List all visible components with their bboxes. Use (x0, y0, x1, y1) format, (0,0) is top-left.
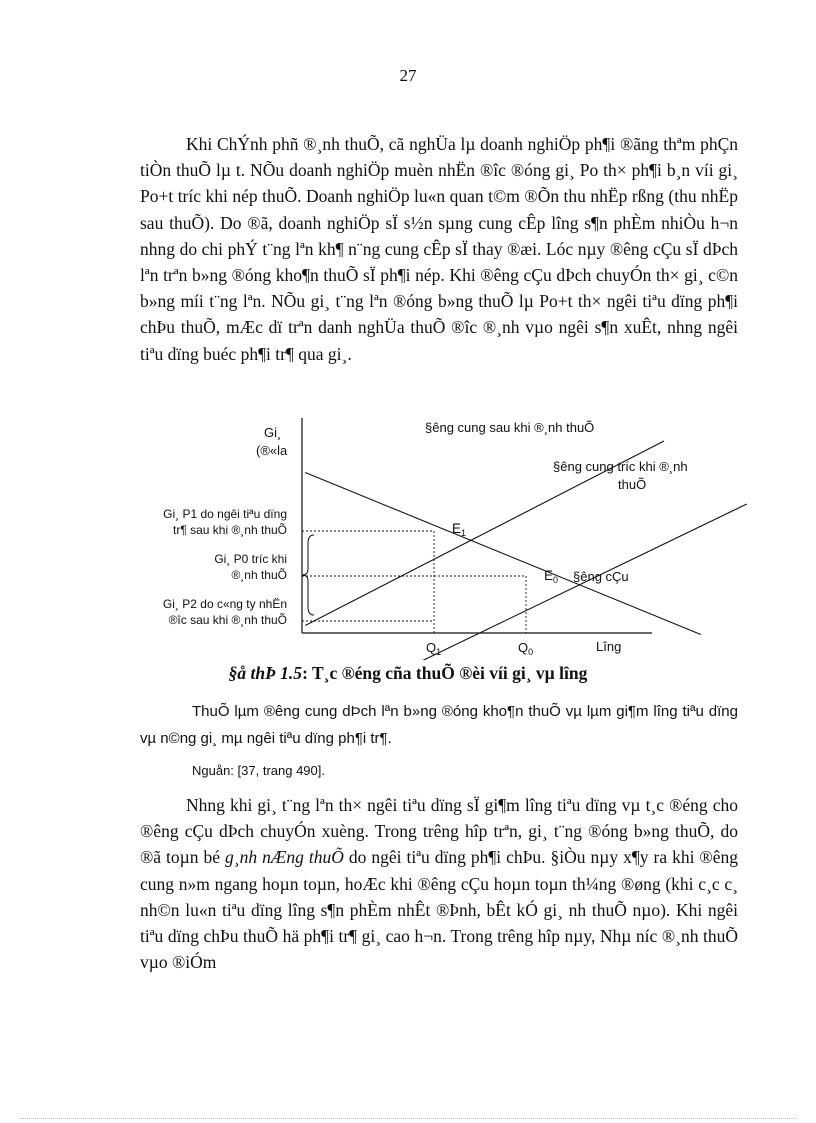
supply-before-tax-line (388, 504, 747, 660)
equilibrium-e0-label-sub: 0 (553, 575, 559, 585)
page-bottom-rule (20, 1118, 796, 1119)
caption-text: : T¸c ®éng cña thuÕ ®èi víi gi¸ vµ lîng (302, 663, 588, 683)
series-label-supply-after-tax: §êng cung sau khi ®¸nh thuÕ (425, 420, 595, 435)
paragraph-3 (140, 792, 738, 975)
equilibrium-e0-label: $E_0$ (544, 568, 559, 585)
x-axis-label: Lîng (596, 639, 622, 654)
x-tick-2: $Q_0$ (518, 640, 534, 657)
paragraph-3-emphasis: g¸nh nÆng thuÕ (225, 847, 344, 868)
equilibrium-e1-label: $E_1$ (452, 521, 467, 538)
y-tick-p2-line1: Gi¸ P2 do c«ng ty nhËn (162, 597, 287, 611)
y-axis-label-unit: (®«la (256, 443, 288, 458)
paragraph-3-part-a: Nhng khi gi¸ t¨ng lªn th× ngêi tiªu dïng sÏ gi¶m lîng tiªu dïng vµ t¸c ®éng cho ®êng cÇu dÞch chuyÓn xuèng. Trong trêng hîp trªn, gi¸ t¨ng ®óng b»ng thuÕ, do ®ã toµn bé (140, 795, 738, 868)
x-tick-1-sub: 1 (436, 647, 442, 657)
equilibrium-e1-label-sub: 1 (461, 528, 467, 538)
y-tick-p0-line1: Gi¸ P0 tríc khi (214, 552, 287, 566)
caption-label: §å thÞ 1.5 (228, 663, 303, 683)
y-axis-label: Gi¸ (264, 425, 282, 440)
y-tick-p1-line1: Gi¸ P1 do ngêi tiªu dïng (163, 507, 287, 521)
x-tick-1: $Q_1$ (426, 640, 442, 657)
source-citation: Nguån: [37, trang 490]. (192, 763, 325, 778)
series-label-demand: §êng cÇu (573, 569, 629, 584)
paragraph-3-part-b: do ngêi tiªu dïng ph¶i chÞu. §iÒu nµy x¶y ra khi ®êng cung n»m ngang hoµn toµn, hoÆc khi ®êng cÇu hoµn toµn th¼ng ®øng (khi c¸c c¸ nh©n lu«n tiªu dïng lîng s¶n phÈm nhÊt ®Þnh, bÊt kÓ gi¸ nh thuÕ nµo). Khi ngêi tiªu dïng chÞu thuÕ hä ph¶i tr¶ gi¸ cao h¬n. Trong trêng hîp nµy, Nhµ níc ®¸nh thuÕ vµo ®iÓm (140, 847, 738, 973)
figure-caption (0, 663, 816, 684)
y-tick-p0-line2: ®¸nh thuÕ (231, 568, 287, 582)
x-tick-2-sub: 0 (528, 647, 534, 657)
series-label-supply-before-tax-line2: thuÕ (618, 477, 647, 492)
demand-line (305, 473, 701, 635)
figure-note: ThuÕ lµm ®êng cung dÞch lªn b»ng ®óng kho¶n thuÕ vµ lµm gi¶m lîng tiªu dïng vµ n©ng gi¸ mµ ngêi tiªu dïng ph¶i tr¶. (140, 703, 738, 747)
series-label-supply-before-tax: §êng cung tríc khi ®¸nh (553, 459, 688, 474)
page-number: 27 (399, 66, 417, 85)
tax-brace (302, 535, 314, 615)
y-tick-p1-line2: tr¶ sau khi ®¸nh thuÕ (173, 523, 287, 537)
y-tick-p2-line2: ®îc sau khi ®¸nh thuÕ (168, 613, 287, 627)
paragraph-1: Khi ChÝnh phñ ®¸nh thuÕ, cã nghÜa lµ doanh nghiÖp ph¶i ®ãng thªm phÇn tiÒn thuÕ lµ t. NÕu doanh nghiÖp muèn nhËn ®îc ®óng gi¸ Po th× ph¶i b¸n víi gi¸ Po+t tríc khi nép thuÕ. Doanh nghiÖp lu«n quan t©m ®Õn thu nhËp rßng (thu nhËp sau thuÕ). Do ®ã, doanh nghiÖp sÏ s½n sµng cung cÊp lîng s¶n phÈm nhiÒu h¬n nhng do chi phÝ t¨ng lªn kh¶ n¨ng cung cÊp sÏ thay ®æi. Lóc nµy ®êng cÇu sÏ dÞch lªn trªn b»ng ®óng kho¶n thuÕ sÏ ph¶i nép. Khi ®êng cÇu dÞch chuyÓn th× gi¸ c©n b»ng míi t¨ng lªn. NÕu gi¸ t¨ng lªn ®óng b»ng thuÕ lµ Po+t th× ngêi tiªu dïng ph¶i chÞu thuÕ, mÆc dï trªn danh nghÜa thuÕ ®îc ®¸nh vµo ngêi s¶n xuÊt, nhng ngêi tiªu dïng buéc ph¶i tr¶ qua gi¸. (140, 134, 738, 364)
